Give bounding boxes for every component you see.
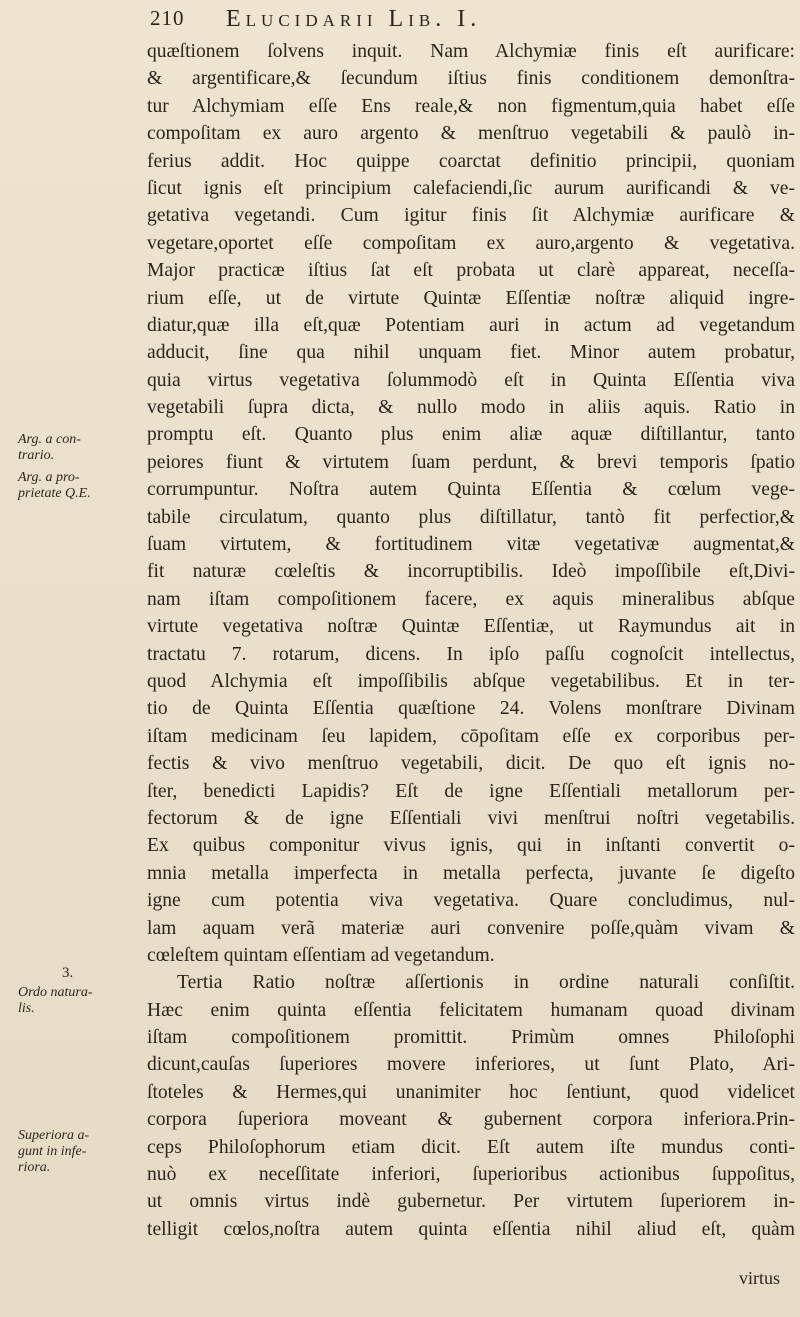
note-arg-proprietate: Arg. a pro- prietate Q.E. [18, 470, 91, 501]
text-line: nam iſtam compoſitionem facere, ex aquis mineralibus abſque [147, 588, 795, 610]
main-text-block [147, 38, 795, 1243]
text-line: vegetare,oportet eſſe compoſitam ex auro,argento & vegetativa. [147, 232, 795, 254]
text-line: quæſtionem ſolvens inquit. Nam Alchymiæ finis eſt aurificare: [147, 41, 795, 62]
text-line: ferius addit. Hoc quippe coarctat definitio principii, quoniam [147, 150, 795, 172]
text-line: Tertia Ratio noſtræ aſſertionis in ordine naturali conſiſtit. [177, 972, 795, 994]
note-number-3: 3. [62, 965, 74, 981]
catchword: virtus [738, 1268, 780, 1288]
note-arg-contrario: Arg. a con- trario. [18, 432, 81, 463]
text-line: corpora ſuperiora moveant & gubernent corpora inferiora.Prin- [147, 1109, 795, 1131]
text-line: fectis & vivo menſtruo vegetabili, dicit. De quo eſt ignis no- [147, 753, 795, 775]
text-line: lam aquam verã materiæ auri convenire poſſe,quàm vivam & [147, 917, 795, 939]
text-line: ſuam virtutem, & fortitudinem vitæ vegetativæ augmentat,& [147, 534, 795, 556]
text-line: iſtam compoſitionem promittit. Primùm omnes Philoſophi [147, 1027, 795, 1049]
text-line: Hæc enim quinta eſſentia felicitatem humanam quoad divinam [147, 999, 795, 1021]
text-line: telligit cœlos,noſtra autem quinta eſſentia nihil aliud eſt, quàm [147, 1218, 795, 1240]
text-line: cœleſtem quintam eſſentiam ad vegetandum. [147, 944, 495, 966]
text-line: ut omnis virtus indè gubernetur. Per virtutem ſuperiorem in- [147, 1191, 795, 1213]
text-line: peiores fiunt & virtutem ſuam perdunt, & brevi temporis ſpatio [147, 451, 795, 473]
text-line: ſicut ignis eſt principium calefaciendi,ſic aurum aurificandi & ve- [147, 177, 795, 199]
text-line: iſtam medicinam ſeu lapidem, cōpoſitam eſſe ex corporibus per- [147, 725, 795, 747]
text-line: Ex quibus componitur vivus ignis, qui in inſtanti convertit o- [147, 835, 795, 857]
text-line: tio de Quinta Eſſentia quæſtione 24. Volens monſtrare Divinam [147, 698, 795, 720]
text-line: diatur,quæ illa eſt,quæ Potentiam auri in actum ad vegetandum [147, 314, 795, 336]
text-line: getativa vegetandi. Cum igitur finis ſit Alchymiæ aurificare & [147, 205, 795, 227]
text-line: dicunt,cauſas ſuperiores movere inferiores, ut ſunt Plato, Ari- [147, 1054, 795, 1076]
text-line: rium eſſe, ut de virtute Quintæ Eſſentiæ noſtræ aliquid ingre- [147, 287, 795, 309]
running-title: Elucidarii Lib. I. [226, 6, 482, 32]
text-line: mnia metalla imperfecta in metalla perfecta, juvante ſe digeſto [147, 862, 795, 884]
text-line: tabile circulatum, quanto plus diſtillatur, tantò fit perfectior,& [147, 506, 795, 528]
page-header [150, 6, 780, 36]
text-line: fit naturæ cœleſtis & incorruptibilis. Ideò impoſſibile eſt,Divi- [147, 561, 795, 583]
text-line: vegetabili ſupra dicta, & nullo modo in aliis aquis. Ratio in [147, 397, 795, 419]
text-line: & argentificare,& ſecundum iſtius finis conditionem demonſtra- [147, 68, 795, 90]
text-line: Major practicæ iſtius ſat eſt probata ut clarè appareat, neceſſa- [147, 260, 795, 282]
note-ordo-naturae: Ordo natura- lis. [18, 985, 93, 1016]
text-line: adducit, ſine qua nihil unquam fiet. Minor autem probatur, [147, 342, 795, 364]
text-line: virtute vegetativa noſtræ Quintæ Eſſentiæ, ut Raymundus ait in [147, 616, 795, 638]
text-line: nuò ex neceſſitate inferiori, ſuperioribus actionibus ſuppoſitus, [147, 1164, 795, 1186]
text-line: quod Alchymia eſt impoſſibilis abſque vegetabilibus. Et in ter- [147, 670, 795, 692]
text-line: igne cum potentia viva vegetativa. Quare concludimus, nul- [147, 890, 795, 912]
text-line: promptu eſt. Quanto plus enim aliæ aquæ diſtillantur, tanto [147, 424, 795, 446]
note-superiora: Superiora a- gunt in infe- riora. [18, 1128, 90, 1175]
text-line: fectorum & de igne Eſſentiali vivi menſtrui noſtri vegetabilis. [147, 807, 795, 829]
text-line: ceps Philoſophorum etiam dicit. Eſt autem iſte mundus conti- [147, 1136, 795, 1158]
text-line: ſter, benedicti Lapidis? Eſt de igne Eſſentiali metallorum per- [147, 780, 795, 802]
text-line: ſtoteles & Hermes,qui unanimiter hoc ſentiunt, quod videlicet [147, 1081, 795, 1103]
text-line: quia virtus vegetativa ſolummodò eſt in Quinta Eſſentia viva [147, 369, 795, 391]
text-line: tractatu 7. rotarum, dicens. In ipſo paſſu cognoſcit intellectus, [147, 643, 795, 665]
text-line: corrumpuntur. Noſtra autem Quinta Eſſentia & cœlum vege- [147, 479, 795, 501]
text-line: compoſitam ex auro argento & menſtruo vegetabili & paulò in- [147, 123, 795, 145]
text-line: tur Alchymiam eſſe Ens reale,& non figmentum,quia habet eſſe [147, 95, 795, 117]
page-number: 210 [150, 6, 185, 30]
